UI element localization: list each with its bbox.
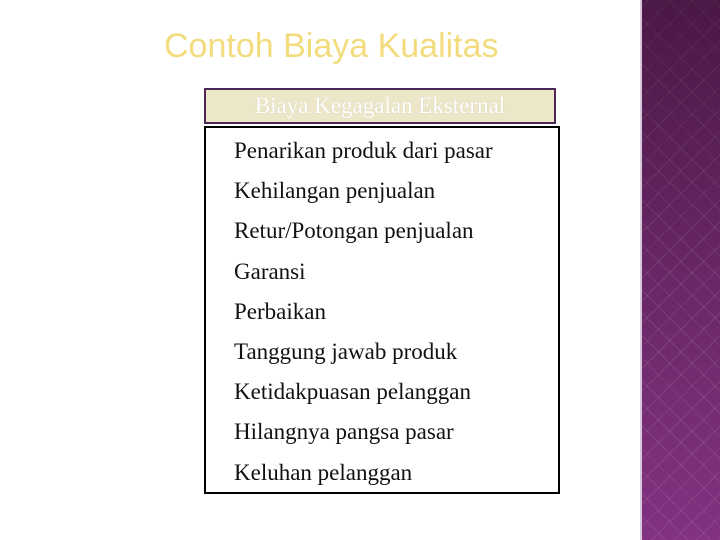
list-item: Keluhan pelanggan [234, 459, 413, 485]
list-item: Hilangnya pangsa pasar [234, 419, 454, 445]
list-item: Kehilangan penjualan [234, 178, 436, 204]
list-item: Ketidakpuasan pelanggan [234, 379, 471, 405]
decorative-side-panel [642, 0, 720, 540]
list-item: Tanggung jawab produk [234, 339, 458, 365]
box-header: Biaya Kegagalan Eksternal [204, 88, 556, 124]
list-item: Penarikan produk dari pasar [234, 138, 493, 163]
list-item: Retur/Potongan penjualan [234, 218, 474, 244]
list-item: Perbaikan [234, 298, 326, 324]
slide-title: Contoh Biaya Kualitas [164, 27, 499, 65]
cost-list [234, 131, 493, 493]
list-item: Garansi [234, 258, 306, 284]
cost-list-box [204, 126, 560, 494]
